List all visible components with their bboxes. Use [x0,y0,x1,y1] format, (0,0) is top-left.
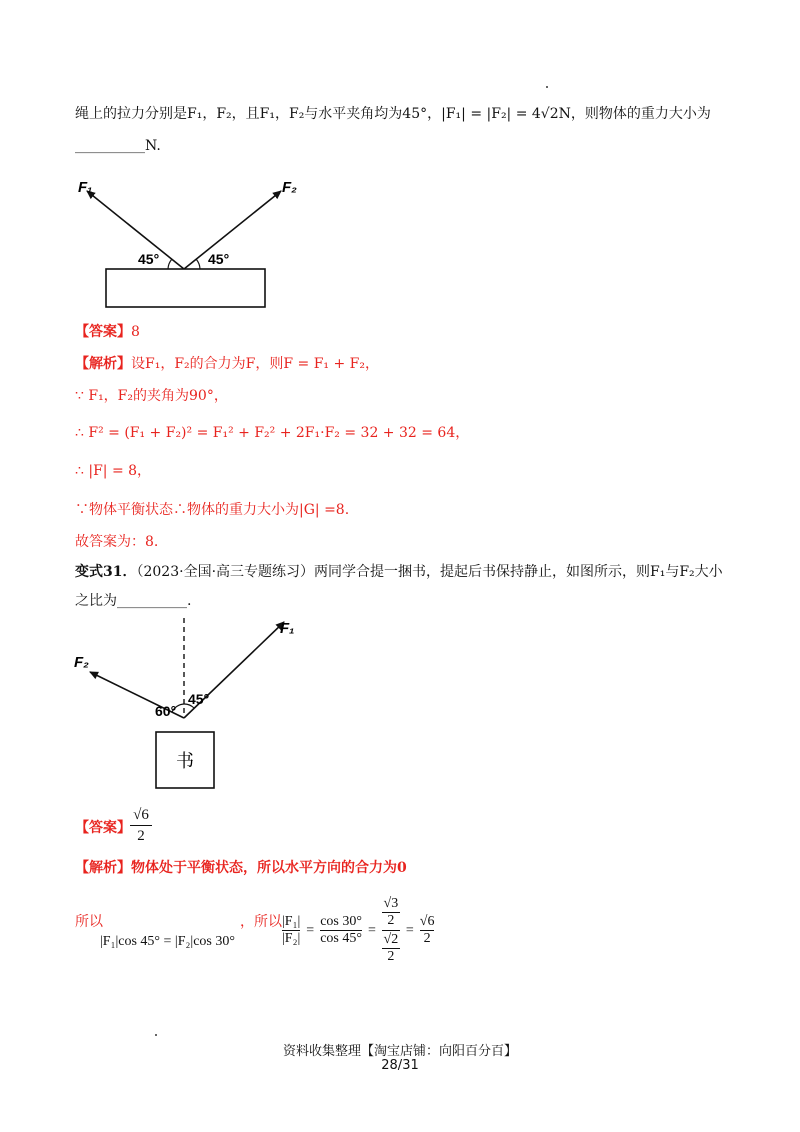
figure-2-diagram [60,612,320,797]
complex-den-bottom: 2 [387,949,395,964]
page-speck [155,1034,157,1036]
cos-fraction [320,914,362,947]
footer-source: 资料收集整理【淘宝店铺：向阳百分百】 [282,1044,517,1059]
analysis-31-line-1 [75,858,407,878]
analysis-30-line-4: ∴ |F| = 8， [75,463,152,479]
ratio-chain: |F₁| |F₂| = cos 30° cos 45° = √3 2 √2 2 = √6 2 [282,896,435,964]
cos-denominator: cos 45° [320,931,362,946]
page-speck [546,86,548,88]
problem-30-stem: 绳上的拉力分别是F₁，F₂，且F₁，F₂与水平夹角均为45°，|F₁| = |F₂| = 4√2N，则物体的重力大小为 [75,106,711,122]
complex-den-top: √2 [383,932,399,947]
figure-1-diagram [60,165,297,315]
cos-numerator: cos 30° [320,914,362,929]
force-f1-arrow [87,191,184,269]
analysis-30-line-2: ∵ F₁，F₂的夹角为90°， [75,388,228,404]
analysis-30-line-5: ∵物体平衡状态∴物体的重力大小为|G| =8. [75,502,350,518]
result-fraction [420,914,435,947]
analysis-30-line-3: ∴ F² = (F₁ + F₂)² = F₁² + F₂² + 2F₁·F₂ = 32 + 32 = 64， [75,425,470,441]
problem-31-source: （2023·全国·高三专题练习） [136,564,315,580]
angle-arc-left [168,259,172,269]
angle-left-label: 45° [138,251,160,267]
answer-tag: 【答案】 [75,820,131,836]
angle-left-label: 60° [155,703,177,719]
answer-31-fraction [130,806,152,845]
answer-30 [75,322,140,342]
fraction-numerator: √6 [133,807,149,823]
fraction-denominator: 2 [137,828,145,844]
problem-31-blank: 之比为__________. [75,593,192,609]
analysis-text: 物体处于平衡状态，所以水平方向的合力为0 [131,860,407,876]
ratio-denominator: |F₂| [282,931,301,946]
angle-right-label: 45° [208,251,230,267]
equation-balance: |F₁|cos 45° = |F₂|cos 30° [100,934,235,949]
f2-label: F₂ [74,654,89,671]
problem-31-text: 两同学合提一捆书，提起后书保持静止，如图所示，则F₁与F₂大小 [314,564,723,580]
result-denominator: 2 [423,931,431,946]
analysis-30-line-6: 故答案为：8. [75,534,159,550]
f1-label: F₁ [78,179,93,196]
force-f2-arrow [184,191,281,269]
analysis-31-so: 所以 [75,914,103,930]
angle-arc-right [196,259,200,269]
result-numerator: √6 [419,914,435,929]
f2-label: F₂ [282,179,297,196]
ratio-fraction [282,914,300,947]
answer-value: 8 [131,324,140,340]
problem-31-label: 变式31． [75,564,137,580]
answer-tag: 【答案】 [75,324,131,340]
complex-num-bottom: 2 [387,913,395,928]
book-label: 书 [176,751,194,771]
analysis-31-so-2: ，所以 [240,914,282,930]
analysis-tag: 【解析】 [75,860,131,876]
page-number: 28/31 [381,1058,419,1073]
complex-num-top: √3 [383,896,399,911]
block-rect [106,269,265,307]
f1-label: F₁ [280,620,295,637]
problem-30-blank: __________N. [75,138,161,154]
problem-31-stem [75,562,723,582]
fraction-bar [130,825,152,826]
ratio-numerator: |F₁| [282,914,301,929]
complex-fraction [382,896,400,965]
angle-right-label: 45° [188,691,210,707]
answer-31-tag [75,818,131,838]
analysis-30-line-1 [75,354,379,374]
analysis-tag: 【解析】 [75,356,131,372]
analysis-text: 设F₁，F₂的合力为F，则F = F₁ + F₂， [131,356,379,372]
